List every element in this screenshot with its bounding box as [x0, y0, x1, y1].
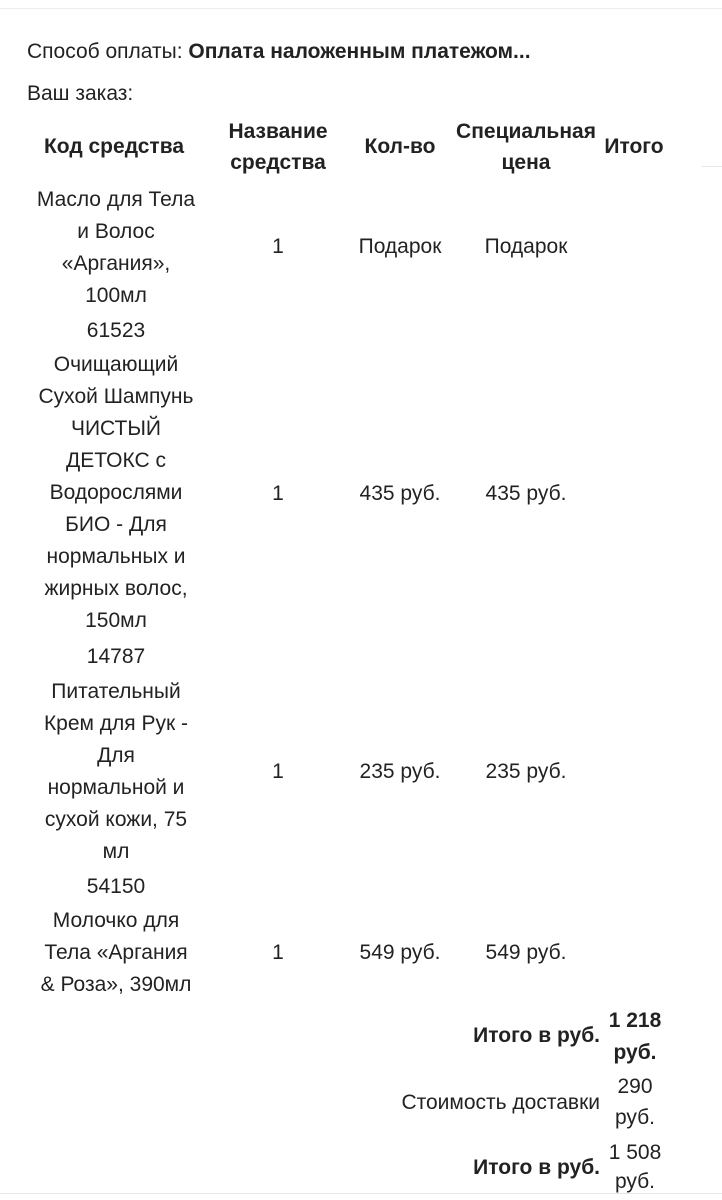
- product-name-line: Тела «Аргания: [44, 941, 188, 964]
- product-name-line: ДЕТОКС с: [66, 449, 166, 472]
- product-total: 549 руб.: [485, 941, 567, 964]
- product-total: Подарок: [484, 235, 568, 258]
- product-name-line: БИО - Для: [65, 513, 167, 536]
- product-price: 435 руб.: [359, 482, 441, 505]
- product-name-line: жирных волос,: [44, 577, 188, 600]
- product-name-line: Очищающий: [53, 353, 179, 376]
- grand-total-value-line2: руб.: [614, 1170, 656, 1193]
- product-code: 54150: [86, 875, 146, 898]
- top-divider: [0, 8, 722, 9]
- product-name-line: Для: [97, 744, 135, 767]
- bottom-divider: [0, 1193, 722, 1194]
- product-price: Подарок: [358, 235, 442, 258]
- product-total: 235 руб.: [485, 760, 567, 783]
- product-code: 14787: [86, 645, 146, 668]
- product-name-line: сухой кожи, 75: [44, 808, 188, 831]
- your-order-label: Ваш заказ:: [27, 82, 134, 105]
- col-header-special-line2: цена: [501, 151, 551, 174]
- shipping-value-line1: 290: [617, 1075, 653, 1098]
- subtotal-value-line2: руб.: [613, 1041, 657, 1064]
- product-qty: 1: [272, 760, 284, 783]
- product-code: 61523: [86, 319, 146, 342]
- product-name-line: 100мл: [85, 284, 147, 307]
- shipping-label: Стоимость доставки: [401, 1091, 600, 1114]
- product-name-line: & Роза», 390мл: [40, 973, 192, 996]
- product-name: [10, 905, 222, 1001]
- product-qty: 1: [272, 482, 284, 505]
- product-name-line: мл: [102, 840, 130, 863]
- product-name-line: ЧИСТЫЙ: [70, 417, 162, 440]
- product-name-line: Питательный: [51, 680, 181, 703]
- col-header-total: Итого: [604, 135, 664, 158]
- product-qty: 1: [272, 941, 284, 964]
- product-name: [10, 676, 222, 868]
- col-header-code: Код средства: [43, 135, 185, 158]
- product-name-line: Крем для Рук -: [43, 712, 189, 735]
- product-name-line: и Волос: [77, 220, 155, 243]
- product-qty: 1: [272, 235, 284, 258]
- product-total: 435 руб.: [485, 482, 567, 505]
- col-header-name-line2: средства: [230, 151, 326, 174]
- payment-method: [27, 38, 531, 66]
- product-name-line: Водорослями: [49, 481, 183, 504]
- product-name-line: нормальной и: [47, 776, 185, 799]
- subtotal-value-line1: 1 218: [608, 1009, 662, 1032]
- product-name-line: Молочко для: [52, 909, 180, 932]
- side-divider: [702, 166, 722, 167]
- grand-total-label: Итого в руб.: [473, 1156, 600, 1179]
- grand-total-value-line1: 1 508: [608, 1141, 662, 1164]
- payment-method-label: Способ оплаты:: [27, 40, 183, 63]
- product-name: [10, 184, 222, 312]
- col-header-special-line1: Специальная: [456, 120, 596, 143]
- col-header-name-line1: Название: [228, 120, 328, 143]
- product-name-line: Сухой Шампунь: [38, 385, 194, 408]
- shipping-value-line2: руб.: [614, 1106, 656, 1129]
- product-name-line: «Аргания»,: [61, 252, 171, 275]
- product-name-line: 150мл: [85, 609, 147, 632]
- payment-method-value: Оплата наложенным платежом...: [188, 40, 531, 63]
- col-header-qty: Кол-во: [364, 135, 436, 158]
- product-name: [10, 349, 222, 637]
- product-price: 235 руб.: [359, 760, 441, 783]
- subtotal-label: Итого в руб.: [473, 1024, 600, 1047]
- product-name-line: нормальных и: [46, 545, 186, 568]
- product-name-line: Масло для Тела: [36, 188, 196, 211]
- product-price: 549 руб.: [359, 941, 441, 964]
